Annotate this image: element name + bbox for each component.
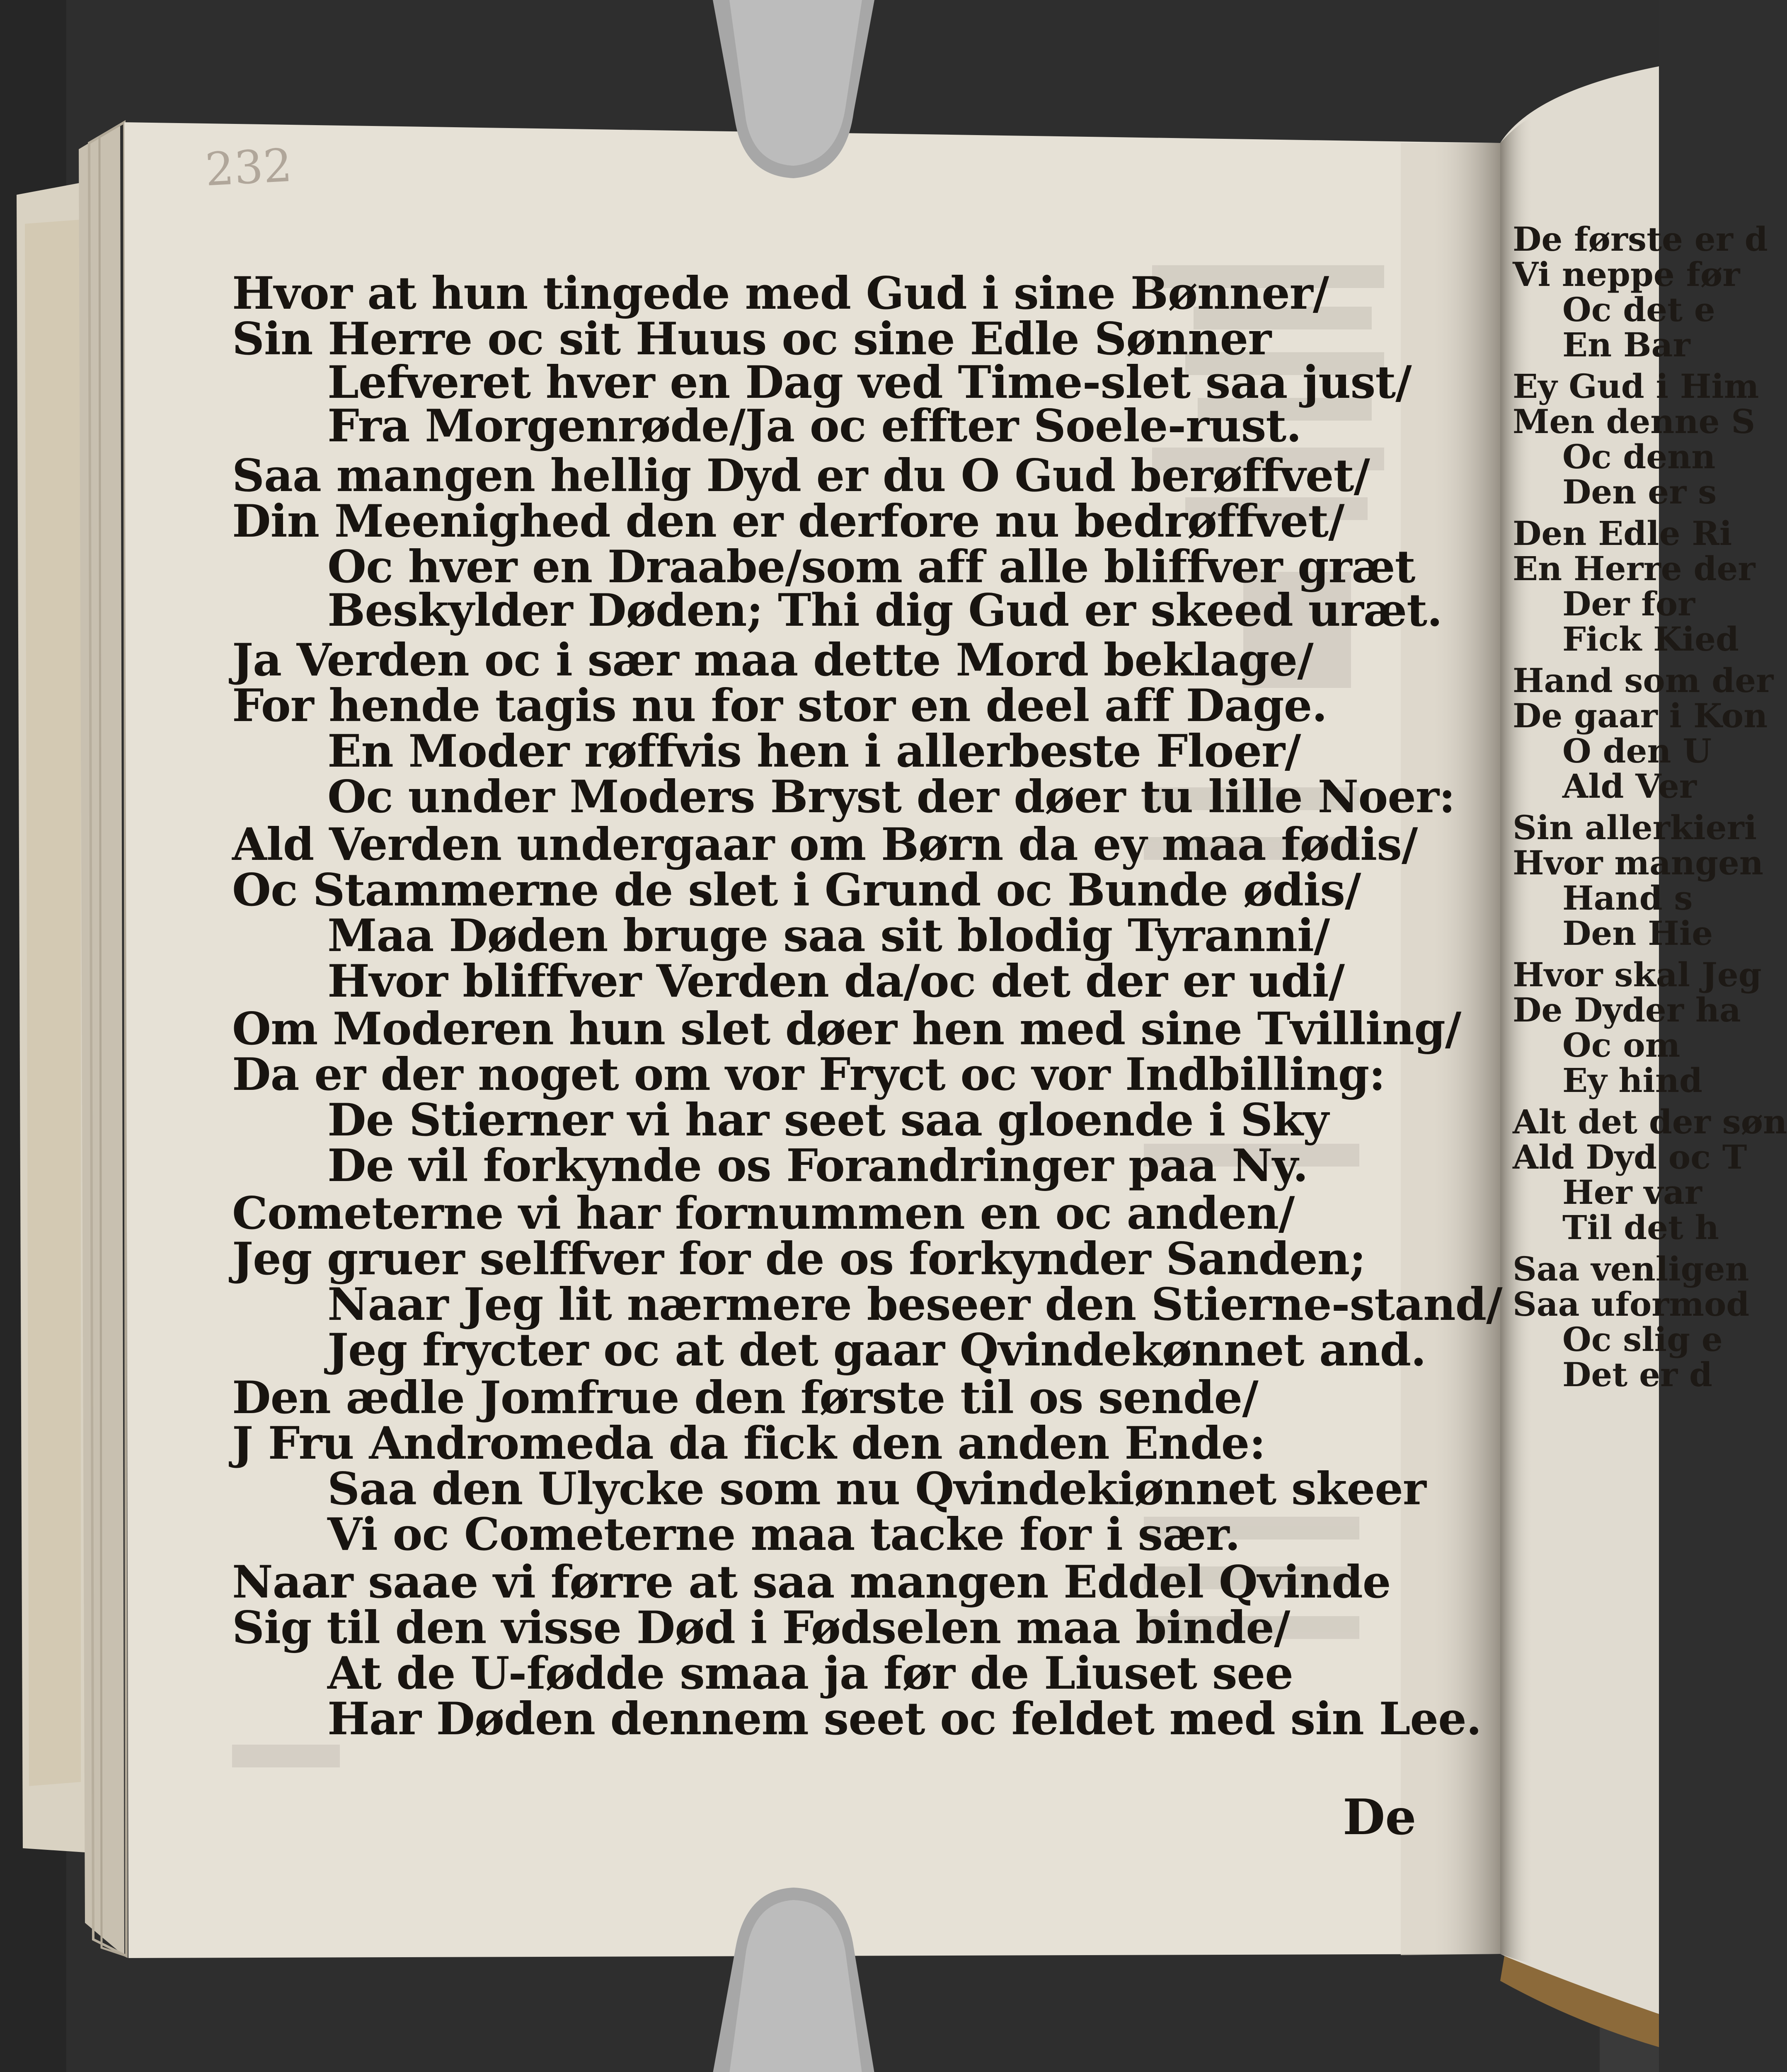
verse-line: J Fru Andromeda da fick den anden Ende: <box>232 1417 1266 1469</box>
verse-line: Naar saae vi førre at saa mangen Eddel Qvinde <box>232 1556 1391 1608</box>
verse-line: Cometerne vi har fornummen en oc anden/ <box>232 1187 1295 1239</box>
verse-line: At de U-fødde smaa ja før de Liuset see <box>327 1647 1293 1699</box>
verse-line: Oc hver en Draabe/som aff alle bliffver græt <box>327 541 1415 593</box>
facing-page-line: Hvor skal Jeg <box>1513 955 1762 994</box>
facing-page-line: Der for <box>1562 584 1695 623</box>
facing-page-line: Den er s <box>1562 472 1717 511</box>
verse-line: Sig til den visse Død i Fødselen maa binde/ <box>232 1602 1290 1654</box>
verse-line: Ja Verden oc i sær maa dette Mord beklage/ <box>232 634 1313 686</box>
facing-page-text <box>1509 207 1787 1865</box>
verse-line: Fra Morgenrøde/Ja oc effter Soele-rust. <box>327 400 1301 452</box>
verse-line: Jeg gruer selffver for de os forkynder Sanden; <box>232 1233 1366 1285</box>
verse-line: Hvor at hun tingede med Gud i sine Bønner/ <box>232 267 1329 320</box>
facing-page-line: Oc denn <box>1562 437 1716 476</box>
facing-page-line: Den Edle Ri <box>1513 514 1732 553</box>
facing-page-line: Saa uformod <box>1513 1285 1750 1324</box>
facing-page-line: Ald Dyd oc T <box>1513 1138 1747 1176</box>
facing-page-line: En Bar <box>1562 325 1690 364</box>
facing-page-line: Hand som der <box>1513 661 1774 700</box>
facing-page-line: De gaar i Kon <box>1513 696 1768 735</box>
verse-line: Da er der noget om vor Fryct oc vor Indbilling: <box>232 1048 1385 1101</box>
verse-line: Har Døden dennem seet oc feldet med sin Lee. <box>327 1693 1482 1745</box>
verse-line: Oc under Moders Bryst der døer tu lille Noer: <box>327 771 1455 823</box>
facing-page-line: Hand s <box>1562 879 1693 917</box>
verse-line: Hvor bliffver Verden da/oc det der er udi/ <box>327 955 1345 1007</box>
verse-line: Den ædle Jomfrue den første til os sende/ <box>232 1372 1258 1424</box>
verse-line: Din Meenighed den er derfore nu bedrøffvet/ <box>232 495 1344 547</box>
facing-page-line: Det er d <box>1562 1355 1712 1394</box>
facing-page-line: Oc om <box>1562 1026 1680 1065</box>
facing-page-line: Ey hind <box>1562 1061 1702 1100</box>
verse-line: De Stierner vi har seet saa gloende i Sky <box>327 1094 1329 1146</box>
page-number: 232 <box>203 138 294 196</box>
facing-page-line: Vi neppe før <box>1513 255 1740 294</box>
facing-page-line: Oc slig e <box>1562 1320 1723 1359</box>
verse-line: Naar Jeg lit nærmere beseer den Stierne-stand/ <box>327 1278 1502 1331</box>
verse-line: Sin Herre oc sit Huus oc sine Edle Sønner <box>232 313 1271 365</box>
verse-line: Oc Stammerne de slet i Grund oc Bunde ødis/ <box>232 864 1361 916</box>
facing-page-line: Hvor mangen <box>1513 843 1764 882</box>
facing-page-line: Oc det e <box>1562 290 1715 329</box>
verse-line: Om Moderen hun slet døer hen med sine Tvilling/ <box>232 1003 1461 1055</box>
facing-page-line: Ald Ver <box>1562 767 1697 806</box>
facing-page-line: En Herre der <box>1513 549 1756 588</box>
verse-line: Saa den Ulycke som nu Qvindekiønnet skeer <box>327 1463 1426 1515</box>
catchword: De <box>1343 1788 1417 1846</box>
facing-page-line: Saa venligen <box>1513 1249 1749 1288</box>
facing-page-line: Til det h <box>1562 1208 1719 1247</box>
verse-line: Saa mangen hellig Dyd er du O Gud berøffvet/ <box>232 450 1370 502</box>
facing-page-line: Alt det der søn <box>1513 1102 1787 1141</box>
verse-line: De vil forkynde os Forandringer paa Ny. <box>327 1140 1308 1192</box>
verse-line: En Moder røffvis hen i allerbeste Floer/ <box>327 725 1301 777</box>
verse-line: Jeg frycter oc at det gaar Qvindekønnet and. <box>327 1324 1426 1376</box>
facing-page-line: Her var <box>1562 1173 1702 1212</box>
facing-page-line: Men denne S <box>1513 402 1756 441</box>
facing-page-line: Sin allerkieri <box>1513 808 1757 847</box>
facing-page-line: De Dyder ha <box>1513 990 1741 1029</box>
verse-line: Maa Døden bruge saa sit blodig Tyranni/ <box>327 910 1330 962</box>
verse-line: Lefveret hver en Dag ved Time-slet saa just/ <box>327 356 1412 409</box>
verse-line: For hende tagis nu for stor en deel aff Dage. <box>232 680 1327 732</box>
verse-line: Vi oc Cometerne maa tacke for i sær. <box>327 1508 1240 1561</box>
facing-page-line: Den Hie <box>1562 914 1713 953</box>
facing-page-line: Fick Kied <box>1562 620 1739 658</box>
facing-page-line: Ey Gud i Him <box>1513 367 1759 406</box>
facing-page-line: O den U <box>1562 731 1712 770</box>
verse-line: Ald Verden undergaar om Børn da ey maa fødis/ <box>232 818 1418 871</box>
facing-page-line: De første er d <box>1513 220 1768 259</box>
verse-line: Beskylder Døden; Thi dig Gud er skeed uræt. <box>327 584 1442 637</box>
